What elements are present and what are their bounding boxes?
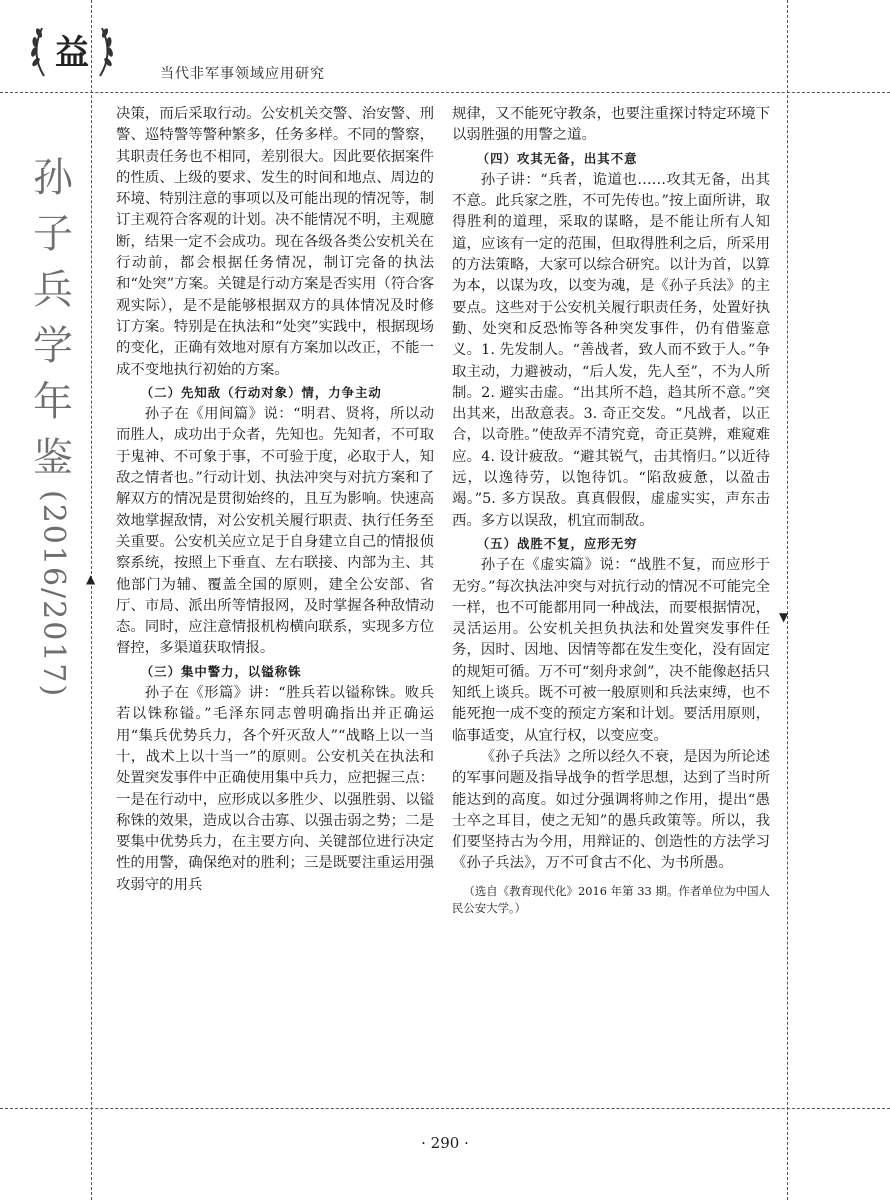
paragraph: 孙子在《用间篇》说：“明君、贤将，所以动而胜人，成功出于众者，先知也。先知者，不可取于鬼神、不可象于事，不可验于度，必取于人，知敌之情者也。”行动计划、执法冲突与对抗方案和了解双方的情况是贯彻始终的，且互为影响。快速高效地掌握敌情，对公安机关履行职责、执行任务至关重要。公安机关应立足于自身建立自己的情报侦察系统，按照上下垂直、左右联接、内部为主、其他部门为辅、覆盖全国的原则，建全公安部、省厅、市局、派出所等情报网，及时掌握各种敌情动态。同时，应注意情报机构横向联系，实现多方位督控，多渠道获取情报。: [116, 406, 434, 657]
section-heading: （三）集中警力，以镒称铢: [140, 663, 302, 679]
page-number: · 290 ·: [421, 1134, 469, 1152]
side-title-char: 年: [33, 379, 73, 425]
side-title-year: (2016/2017): [36, 490, 71, 699]
up-arrow-icon: ▲: [86, 572, 96, 586]
left-margin-rule: [91, 0, 92, 1200]
side-title-char: 子: [33, 211, 73, 257]
side-title-char: 孙: [33, 155, 73, 201]
paragraph: 孙子在《形篇》讲：“胜兵若以镒称铢。败兵若以铢称镒。”毛泽东同志曾明确指出并正确运用“集兵优势兵力，各个歼灭敌人”“战略上以一当十，战术上以十当一”的原则。公安机关在执法和处置突发事件中正确使用集中兵力，应把握三点：一是在行动中，应形成以多胜少、以强胜弱、以镒称铢的效果，造成以合击寡、以强击弱之势；二是要集中优势兵力，在主要方向、关键部位进行决定性的用警，确保绝对的胜利；三是既要注重运用强攻弱守的用兵: [116, 685, 434, 893]
paragraph: 孙子讲：“兵者，诡道也……攻其无备，出其不意。此兵家之胜，不可先传也。”按上面所讲，取得胜利的道理，采取的谋略，是不能让所有人知道，应该有一定的范围，但取得胜利之后，所采用的方法策略，大家可以综合研究。以计为首，以算为本，以谋为攻，以变为魂，是《孙子兵法》的主要点。这些对于公安机关履行职责任务，处置好执勤、处突和反恐怖等各种突发事件，仍有借鉴意义。1. 先发制人。“善战者，致人而不致于人。”争取主动，力避被动，“后人发，先人至”，不为人所制。2. 避实击虚。“出其所不趋，趋其所不意。”突出其来，出敌意表。3. 奇正交发。“凡战者，以正合，以奇胜。”使敌弄不清究竟，奇正莫辨，难窥难应。4. 设计疲敌。“避其锐气，击其惰归。”以近待远，以逸待劳，以饱待饥。“陷敌疲惫，以盈击竭。”5. 多方误敌。真真假假，虚虚实实，声东击西。多方以误敌，机宜而制敌。: [452, 171, 770, 529]
section-heading: （二）先知敌（行动对象）情，力争主动: [140, 384, 382, 400]
left-column: [116, 104, 434, 896]
header-rule: [0, 92, 890, 93]
side-title: [28, 150, 78, 698]
section-heading: （五）战胜不复，应形无穷: [476, 535, 638, 551]
paragraph: 决策，而后采取行动。公安机关交警、治安警、刑警、巡特警等警种繁多，任务多样。不同的警察，其职责任务也不相同，差别很大。因此要依据案件的性质、上级的要求、发生的时间和地点、周边的环境、特别注意的事项以及可能出现的情况等，制订主观符合客观的计划。决不能情况不明，主观臆断，结果一定不会成功。现在各级各类公安机关在行动前，都会根据任务情况，制订完备的执法和“处突”方案。关键是行动方案是否实用（符合客观实际），是不是能够根据双方的具体情况及时修订方案。特别是在执法和“处突”实践中，根据现场的变化，正确有效地对原有方案加以改正，不能一成不变地执行初始的方案。: [116, 106, 434, 378]
down-arrow-icon: ▼: [779, 610, 789, 624]
side-title-char: 学: [33, 323, 73, 369]
running-head: 当代非军事领域应用研究: [160, 66, 325, 82]
paragraph: 规律，又不能死守教条，也要注重探讨特定环境下以弱胜强的用警之道。: [452, 106, 770, 144]
section-heading: （四）攻其无备，出其不意: [476, 150, 638, 166]
right-margin-rule: [787, 0, 788, 1200]
side-title-char: 兵: [33, 267, 73, 313]
paragraph: 孙子在《虚实篇》说：“战胜不复，而应形于无穷。”每次执法冲突与对抗行动的情况不可能完全一样，也不可能都用同一种战法，而要根据情况，灵活运用。公安机关担负执法和处置突发事件任务，因时、因地、因情等都在发生变化，没有固定的规矩可循。万不可“刻舟求剑”，决不能像赵括只知纸上谈兵。既不可被一般原则和兵法束缚，也不能死抱一成不变的预定方案和计划。要活用原则，临事适变，从宜行权，以变应变。: [452, 557, 770, 744]
source-note: （选自《教育现代化》2016 年第 33 期。作者单位为中国人民公安大学。）: [452, 883, 770, 915]
paragraph: 《孙子兵法》之所以经久不衰，是因为所论述的军事问题及指导战争的哲学思想，达到了当时所能达到的高度。如过分强调将帅之作用，提出“愚士卒之耳目，使之无知”的愚兵政策等。所以，我们要坚持古为今用，用辩证的、创造性的方法学习《孙子兵法》，万不可食古不化、为书所愚。: [452, 748, 770, 872]
right-column: [452, 104, 770, 917]
yearbook-logo: [22, 14, 122, 86]
logo-glyph: 益: [55, 33, 89, 73]
footer-rule: [0, 1108, 890, 1109]
side-title-char: 鉴: [33, 435, 73, 481]
